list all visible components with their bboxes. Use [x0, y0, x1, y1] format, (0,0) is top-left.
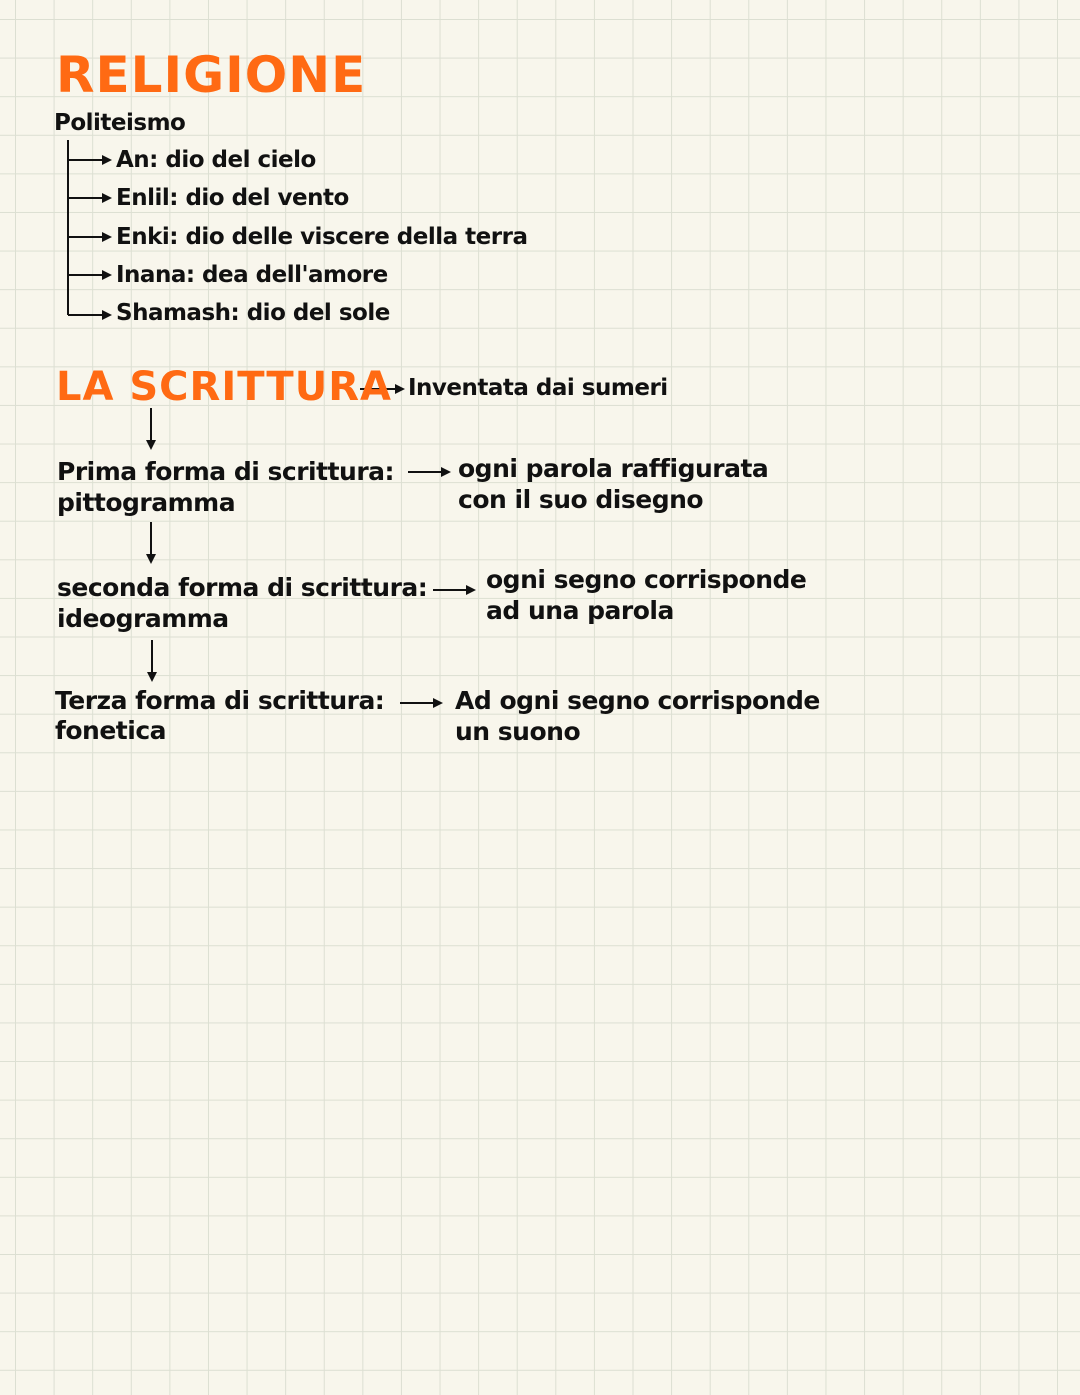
form-name: pittogramma [57, 488, 236, 517]
god-item: Shamash: dio del sole [116, 300, 390, 326]
form-description: ad una parola [486, 596, 674, 625]
form-description: ogni segno corrisponde [486, 565, 807, 594]
form-title: Terza forma di scrittura: [55, 686, 385, 715]
god-item: Enlil: dio del vento [116, 185, 349, 211]
section-subtitle: Politeismo [54, 110, 186, 136]
section-note: Inventata dai sumeri [408, 375, 668, 401]
form-description: un suono [455, 717, 581, 746]
form-description: ogni parola raffigurata [458, 454, 769, 483]
form-description: Ad ogni segno corrisponde [455, 686, 820, 715]
god-item: Inana: dea dell'amore [116, 262, 388, 288]
god-item: Enki: dio delle viscere della terra [116, 224, 528, 250]
form-name: fonetica [55, 716, 167, 745]
form-name: ideogramma [57, 604, 229, 633]
page-title: RELIGIONE [56, 46, 367, 104]
god-item: An: dio del cielo [116, 147, 316, 173]
section-title: LA SCRITTURA [56, 364, 392, 410]
form-title: seconda forma di scrittura: [57, 573, 428, 602]
form-title: Prima forma di scrittura: [57, 457, 395, 486]
form-description: con il suo disegno [458, 485, 704, 514]
